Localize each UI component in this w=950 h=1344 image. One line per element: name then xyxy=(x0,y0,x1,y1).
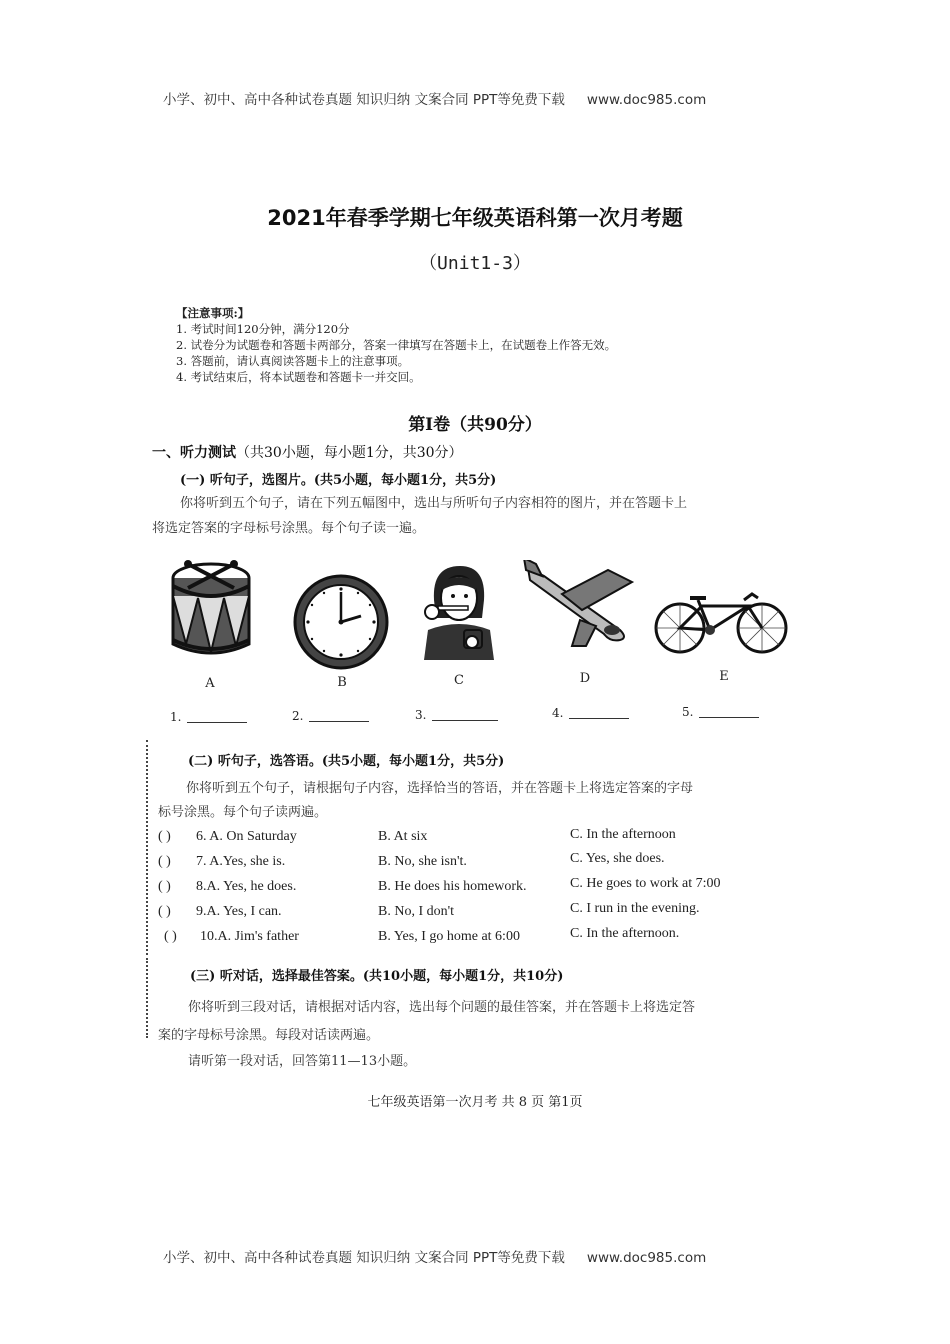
section-score: （共30小题，每小题1分，共30分） xyxy=(236,445,463,461)
top-banner xyxy=(163,88,706,108)
section-heading xyxy=(152,442,463,462)
answer-blank[interactable] xyxy=(292,709,369,723)
banner-url[interactable]: www.doc985.com xyxy=(586,92,707,108)
picture-label: C xyxy=(454,673,464,688)
blank-line[interactable] xyxy=(569,718,629,719)
blank-number: 2. xyxy=(292,709,304,723)
bottom-banner xyxy=(163,1246,706,1266)
page-footer: 七年级英语第一次月考 共 8 页 第1页 xyxy=(367,1095,583,1110)
picture-label: E xyxy=(719,669,729,684)
clock-icon xyxy=(291,572,391,672)
option-b: B. No, I don't xyxy=(378,904,455,919)
banner-text: 小学、初中、高中各种试卷真题 知识归纳 文案合同 PPT等免费下载 xyxy=(163,92,565,108)
option-b: B. Yes, I go home at 6:00 xyxy=(378,929,520,944)
exam-title: 2021年春季学期七年级英语科第一次月考题 xyxy=(267,206,683,230)
notes-item: 3. 答题前，请认真阅读答题卡上的注意事项。 xyxy=(176,354,410,368)
blank-number: 1. xyxy=(170,710,182,724)
subsection-3-instruction-cont: 案的字母标号涂黑。每段对话读两遍。 xyxy=(158,1028,380,1043)
bicycle-icon xyxy=(652,590,790,656)
picture-label: A xyxy=(205,676,215,691)
answer-blank[interactable] xyxy=(415,708,498,722)
option-c: C. In the afternoon. xyxy=(570,926,680,941)
answer-blank[interactable] xyxy=(552,706,629,720)
blank-number: 5. xyxy=(682,705,694,719)
notes-heading: 【注意事项:】 xyxy=(176,306,250,320)
notes-item: 4. 考试结束后，将本试题卷和答题卡一并交回。 xyxy=(176,370,421,384)
option-c: C. He goes to work at 7:00 xyxy=(570,876,721,891)
answer-bracket[interactable]: ( ) xyxy=(158,879,171,894)
subsection-1-instruction: 你将听到五个句子，请在下列五幅图中，选出与所听句子内容相符的图片，并在答题卡上 xyxy=(180,496,688,511)
notes-item: 1. 考试时间120分钟，满分120分 xyxy=(176,322,350,336)
option-a: 6. A. On Saturday xyxy=(196,829,297,844)
girl-brushing-teeth-icon xyxy=(414,560,504,660)
binding-dotted-line xyxy=(146,740,151,955)
option-b: B. He does his homework. xyxy=(378,879,527,894)
answer-bracket[interactable]: ( ) xyxy=(158,904,171,919)
subsection-3-instruction-listen: 请听第一段对话，回答第11—13小题。 xyxy=(188,1054,417,1069)
option-c: C. Yes, she does. xyxy=(570,851,665,866)
subsection-3-title: (三) 听对话，选择最佳答案。(共10小题，每小题1分，共10分) xyxy=(190,969,564,984)
option-a: 7. A.Yes, she is. xyxy=(196,854,286,869)
answer-bracket[interactable]: ( ) xyxy=(164,929,177,944)
exam-subtitle: （Unit1-3） xyxy=(419,253,531,274)
option-b: B. No, she isn't. xyxy=(378,854,467,869)
subsection-3-instruction: 你将听到三段对话，请根据对话内容，选出每个问题的最佳答案，并在答题卡上将选定答 xyxy=(188,1000,696,1015)
answer-bracket[interactable]: ( ) xyxy=(158,829,171,844)
picture-label: B xyxy=(337,675,347,690)
blank-number: 4. xyxy=(552,706,564,720)
option-c: C. In the afternoon xyxy=(570,827,676,842)
notes-item: 2. 试卷分为试题卷和答题卡两部分，答案一律填写在答题卡上，在试题卷上作答无效。 xyxy=(176,338,617,352)
answer-blank[interactable] xyxy=(170,710,247,724)
blank-line[interactable] xyxy=(309,721,369,722)
subsection-1-title: (一) 听句子，选图片。(共5小题，每小题1分，共5分) xyxy=(180,473,497,488)
option-c: C. I run in the evening. xyxy=(570,901,700,916)
notes-block xyxy=(176,305,616,385)
blank-number: 3. xyxy=(415,708,427,722)
subsection-2-title: (二) 听句子，选答语。(共5小题，每小题1分，共5分) xyxy=(188,754,505,769)
airplane-icon xyxy=(520,560,638,650)
option-a: 8.A. Yes, he does. xyxy=(196,879,297,894)
banner-text: 小学、初中、高中各种试卷真题 知识归纳 文案合同 PPT等免费下载 xyxy=(163,1250,565,1266)
banner-url[interactable]: www.doc985.com xyxy=(586,1250,707,1266)
subsection-2-instruction-cont: 标号涂黑。每个句子读两遍。 xyxy=(158,805,328,820)
section-title: 一、听力测试 xyxy=(152,445,236,461)
answer-blank[interactable] xyxy=(682,705,759,719)
drum-icon xyxy=(168,556,254,664)
blank-line[interactable] xyxy=(187,722,247,723)
answer-bracket[interactable]: ( ) xyxy=(158,854,171,869)
subsection-2-instruction: 你将听到五个句子，请根据句子内容，选择恰当的答语，并在答题卡上将选定答案的字母 xyxy=(186,781,694,796)
subsection-1-instruction-cont: 将选定答案的字母标号涂黑。每个句子读一遍。 xyxy=(152,521,426,536)
blank-line[interactable] xyxy=(432,720,498,721)
option-a: 10.A. Jim's father xyxy=(200,929,299,944)
blank-line[interactable] xyxy=(699,717,759,718)
option-b: B. At six xyxy=(378,829,428,844)
picture-label: D xyxy=(579,671,591,686)
option-a: 9.A. Yes, I can. xyxy=(196,904,282,919)
binding-dotted-line xyxy=(146,958,151,1038)
part-title: 第Ⅰ卷（共90分） xyxy=(408,415,542,435)
